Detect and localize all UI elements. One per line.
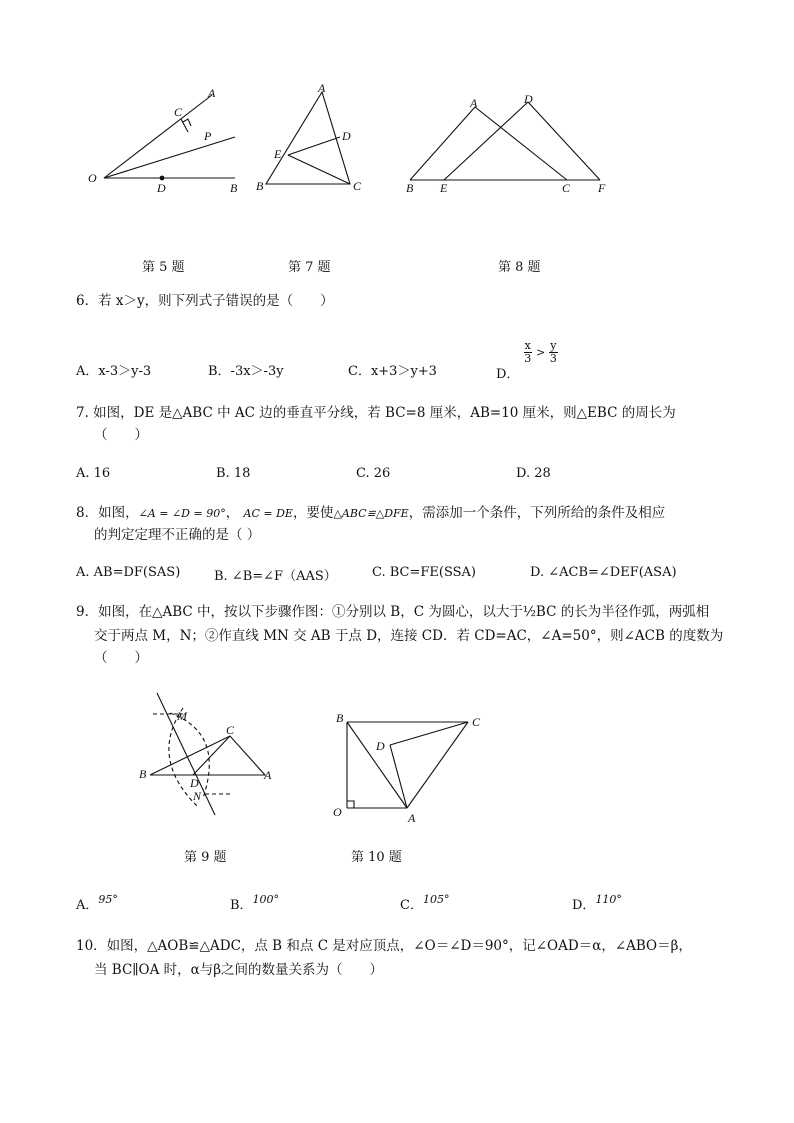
q6-option-d-prefix: D．: [496, 367, 520, 382]
q8-option-a: A. AB=DF(SAS): [76, 565, 181, 580]
label-c: C: [562, 181, 571, 195]
label-b: B: [139, 767, 147, 781]
segment-ec: [288, 155, 350, 184]
q9-stem-line3: （ ）: [94, 650, 148, 666]
q6-option-a: A．x-3＞y-3: [76, 364, 152, 379]
label-n: N: [193, 789, 202, 803]
q8-stem-line2: 的判定定理不正确的是（ ）: [94, 527, 261, 543]
label-m: M: [177, 709, 187, 723]
label-b: B: [406, 181, 414, 195]
segment-cd: [193, 736, 230, 775]
q7-option-c: C. 26: [356, 466, 391, 481]
segment-ba: [347, 722, 407, 808]
label-a: A: [408, 811, 416, 825]
q8-stem-part: ，需添加一个条件，下列所给的条件及相应: [408, 505, 666, 521]
q8-option-b: B. ∠B=∠F（AAS）: [214, 569, 337, 584]
q6-option-c: C．x+3＞y+3: [348, 364, 437, 379]
fraction-numerator: y: [550, 339, 557, 352]
q10-stem-line1: 10．如图，△AOB≌△ADC，点 B 和点 C 是对应顶点，∠O＝∠D＝90°，记∠OAD＝α，∠ABO＝β，: [76, 938, 692, 954]
label-a: A: [318, 81, 326, 95]
label-d: D: [524, 92, 533, 106]
segment-ac: [475, 107, 567, 180]
q9-option-c-value: 105°: [422, 893, 450, 906]
ray-op: [104, 137, 235, 178]
figure-7: [252, 80, 372, 200]
triangle-bac: [150, 736, 265, 775]
q9-stem-line1: 9．如图，在△ABC 中，按以下步骤作图：①分别以 B，C 为圆心，以大于½BC 的长为半径作弧，两弧相: [76, 604, 710, 620]
q6-stem: 6．若 x＞y，则下列式子错误的是（ ）: [76, 293, 334, 309]
label-e: E: [274, 147, 282, 161]
label-e: E: [440, 181, 448, 195]
label-f: F: [598, 181, 606, 195]
segment-ba: [410, 107, 475, 180]
q9-option-a-prefix: A．: [76, 898, 99, 913]
q8-math-angles: ∠A = ∠D = 90°: [138, 507, 226, 520]
q8-stem-line1: [76, 502, 665, 525]
ray-oa: [104, 95, 212, 178]
q9-option-c: [400, 894, 449, 913]
label-d: D: [190, 776, 199, 790]
caption-fig9: 第 9 题: [184, 850, 227, 865]
label-d: D: [342, 129, 351, 143]
label-c: C: [174, 105, 183, 119]
q9-option-d-value: 110°: [595, 893, 622, 906]
segment-da: [390, 745, 407, 808]
q7-stem-line2: （ ）: [94, 427, 148, 443]
q9-option-d-prefix: D．: [572, 898, 596, 913]
q10-stem-line2: 当 BC∥OA 时，α与β之间的数量关系为（ ）: [94, 962, 384, 978]
segment-ed: [288, 137, 340, 155]
caption-fig10: 第 10 题: [351, 850, 402, 865]
q7-option-d: D. 28: [516, 466, 551, 481]
caption-fig8: 第 8 题: [498, 260, 541, 275]
q6-option-b: B．-3x＞-3y: [208, 364, 284, 379]
figure-8: [400, 85, 620, 200]
segment-dc: [390, 722, 468, 745]
q9-option-d: [572, 894, 622, 913]
caption-fig5: 第 5 题: [142, 260, 185, 275]
q9-stem-line2: 交于两点 M，N；②作直线 MN 交 AB 于点 D，连接 CD．若 CD=AC，∠A=50°，则∠ACB 的度数为: [94, 628, 724, 644]
q7-stem-line1: 7. 如图，DE 是△ABC 中 AC 边的垂直平分线，若 BC=8 厘米，AB=10 厘米，则△EBC 的周长为: [76, 405, 676, 421]
q7-option-b: B. 18: [216, 466, 251, 481]
fraction-numerator: x: [524, 339, 531, 352]
segment-df: [528, 102, 600, 180]
q8-option-d: D. ∠ACB=∠DEF(ASA): [530, 565, 677, 580]
label-a: A: [264, 768, 272, 782]
label-b: B: [336, 711, 344, 725]
label-d: D: [157, 181, 166, 195]
q9-option-a-value: 95°: [98, 893, 118, 906]
q8-stem-part: ，: [225, 505, 240, 521]
q6-option-d: [496, 339, 558, 382]
label-d: D: [376, 739, 385, 753]
fraction-denominator: 3: [549, 352, 557, 365]
caption-fig7: 第 7 题: [288, 260, 331, 275]
label-o: O: [333, 805, 342, 819]
figure-10: [330, 708, 490, 826]
q8-math-congruence: △ABC≌△DFE: [333, 507, 409, 520]
q7-option-a: A. 16: [76, 466, 111, 481]
fraction-x-over-3: [524, 340, 532, 365]
q9-option-a: [76, 894, 118, 913]
figure-5: [80, 80, 250, 200]
label-o: O: [88, 171, 97, 185]
right-angle-mark: [347, 801, 354, 808]
q9-option-b-value: 100°: [252, 893, 280, 906]
point-d: [160, 176, 165, 181]
q9-option-c-prefix: C．: [400, 898, 423, 913]
label-a: A: [470, 96, 478, 110]
label-b: B: [230, 181, 238, 195]
label-p: P: [204, 129, 212, 143]
label-c: C: [226, 723, 235, 737]
q9-option-b-prefix: B．: [230, 898, 253, 913]
q8-option-c: C. BC=FE(SSA): [372, 565, 477, 580]
label-a: A: [208, 86, 216, 100]
label-b: B: [256, 179, 264, 193]
label-c: C: [353, 179, 362, 193]
fraction-denominator: 3: [524, 352, 532, 365]
segment-ca: [407, 722, 468, 808]
segment-ed: [444, 102, 528, 180]
q8-math-ac-de: AC = DE: [243, 507, 293, 520]
fraction-y-over-3: [549, 340, 557, 365]
q8-stem-part: 8．如图，: [76, 505, 139, 521]
q6-option-d-operator: >: [535, 346, 546, 359]
q8-stem-part: ，要使: [292, 505, 334, 521]
label-c: C: [472, 715, 481, 729]
q9-option-b: [230, 894, 279, 913]
figure-9: [135, 688, 280, 820]
